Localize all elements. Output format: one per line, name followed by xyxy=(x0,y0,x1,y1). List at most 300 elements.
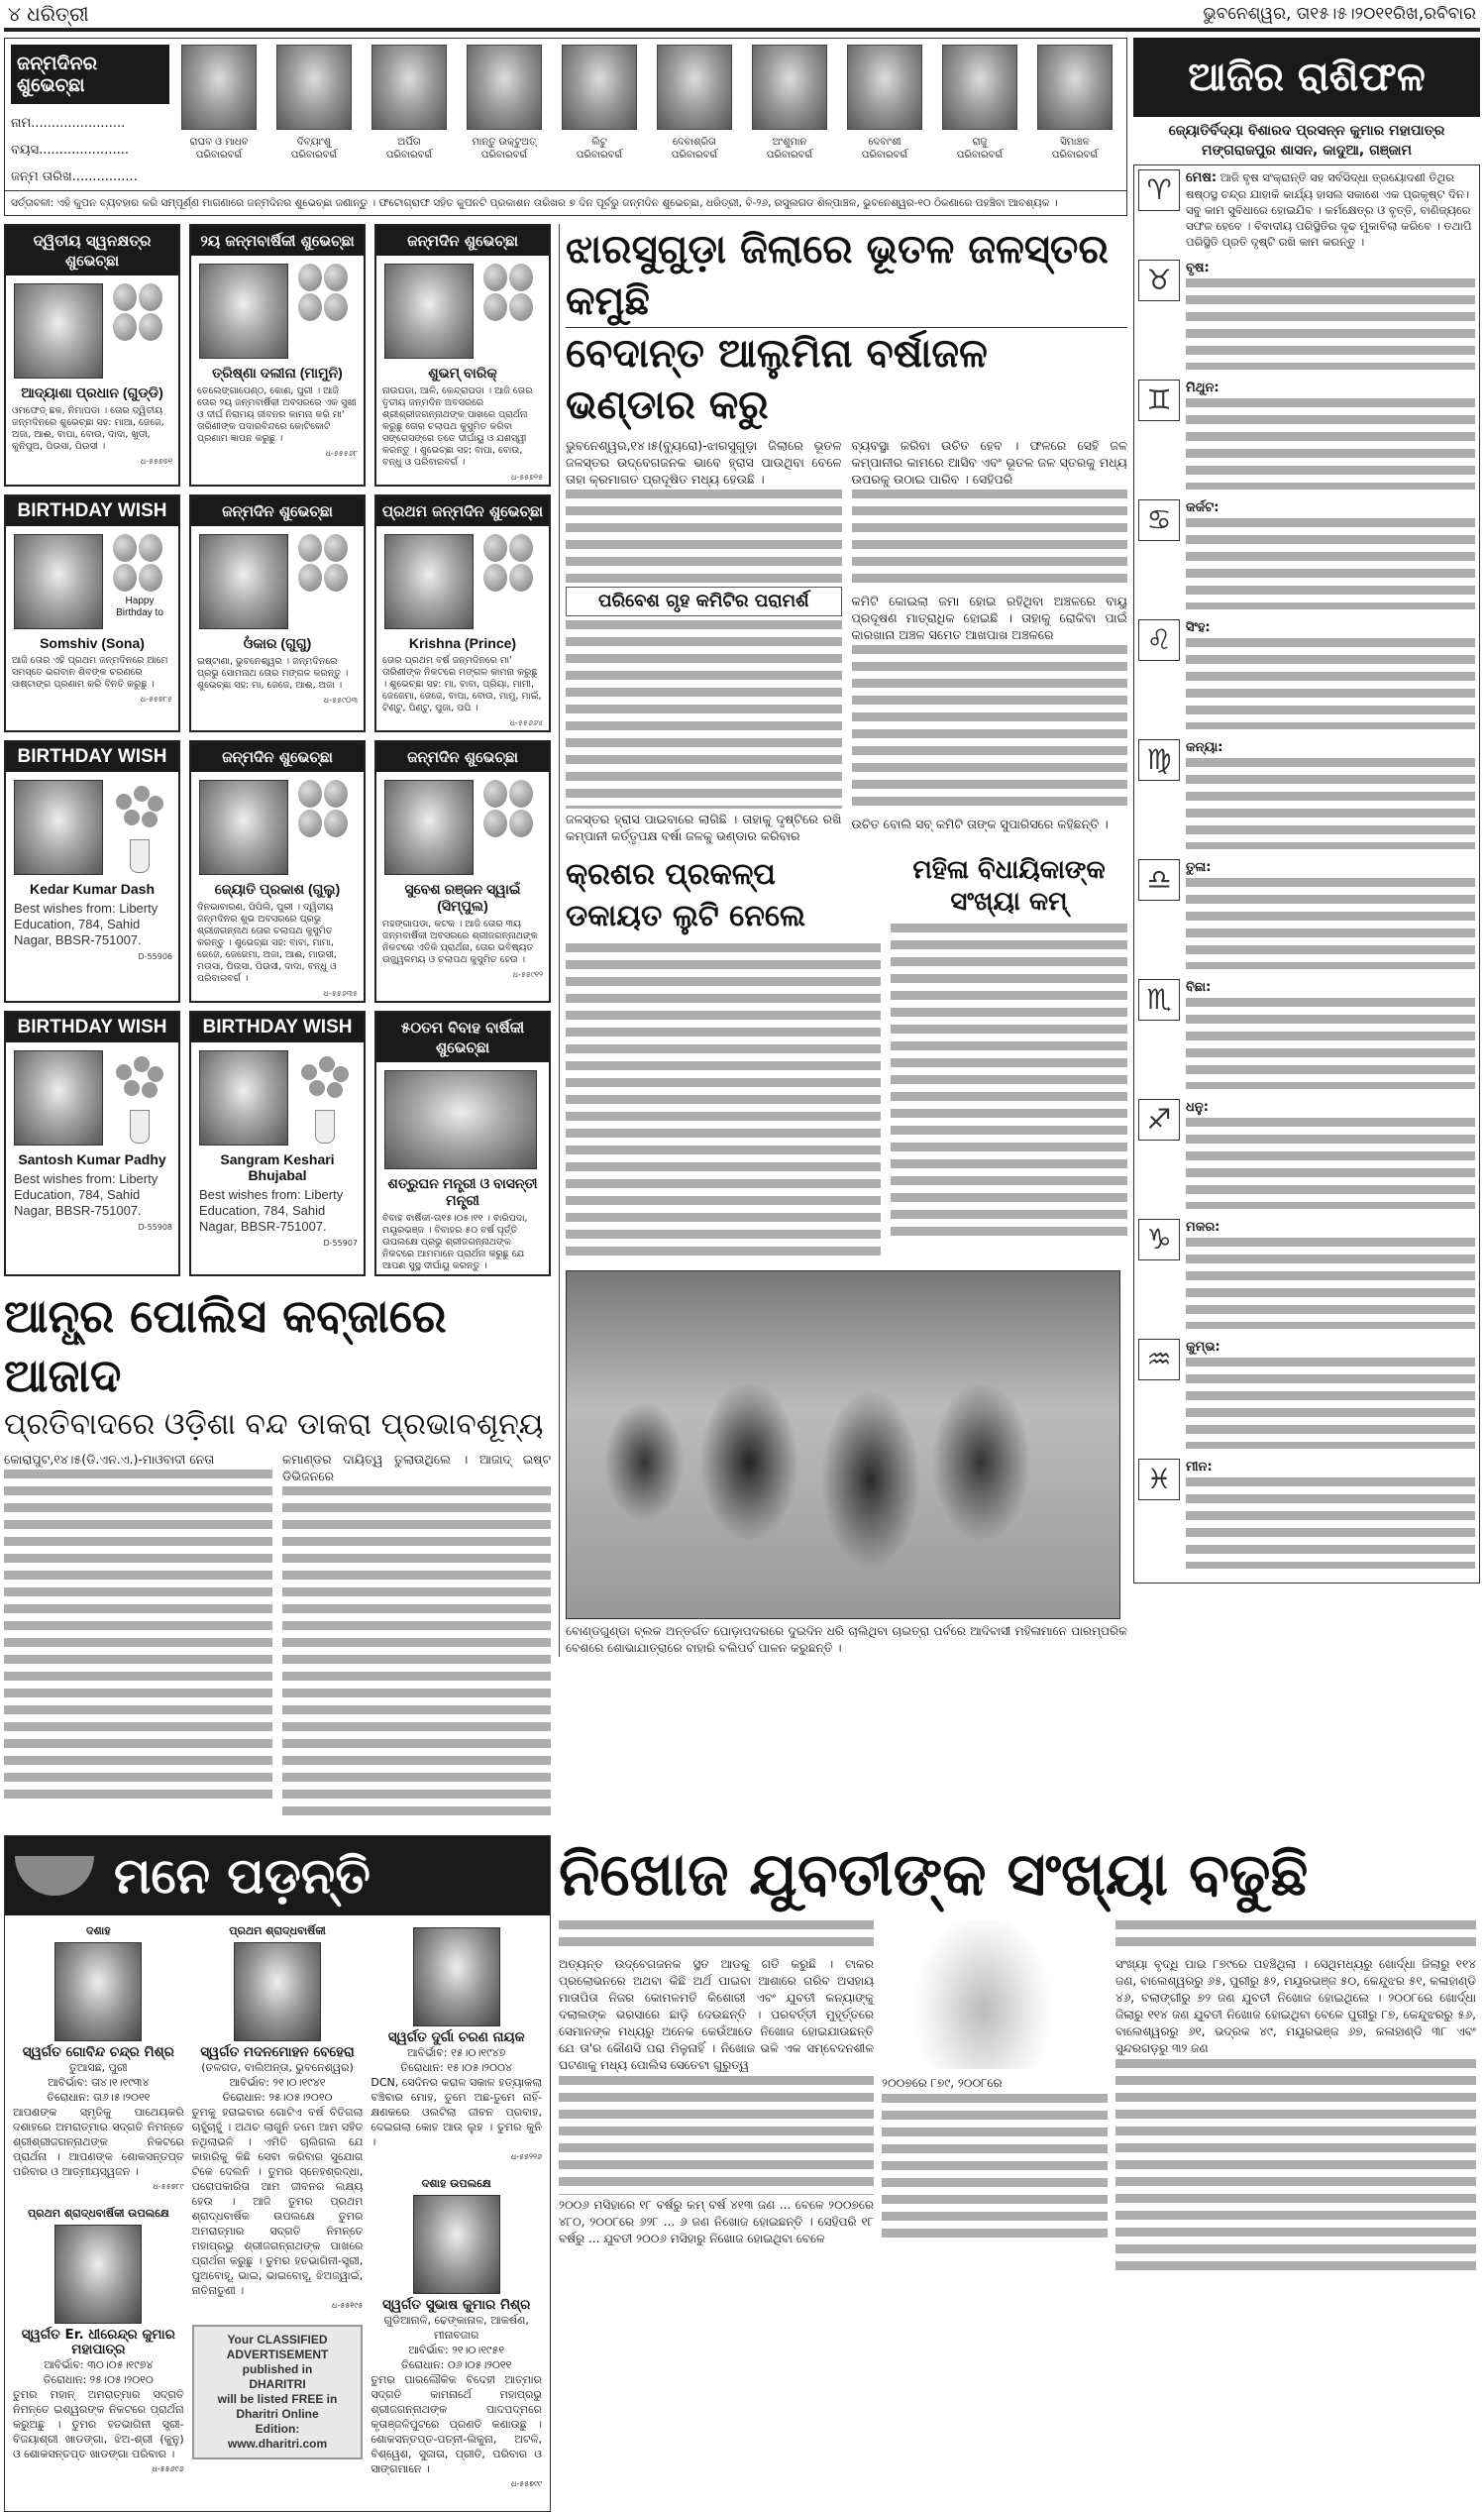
honoree-name: ସୁବେଶ ରଞ୍ଜନ ସ୍ୱାଇଁ (ସିମ୍ପୁଲ) xyxy=(404,881,521,914)
ad-code: ଧ-୫୫୯୦୩ xyxy=(323,696,358,705)
person-photo xyxy=(384,264,474,359)
child-name: ରାଜୁ xyxy=(972,137,988,148)
classified-line: will be listed FREE in xyxy=(217,2392,338,2406)
child-family: ପରିବାରବର୍ଗ xyxy=(766,150,813,161)
missing-headline: ନିଖୋଜ ଯୁବତୀଙ୍କ ସଂଖ୍ୟା ବଢୁଛି xyxy=(559,1840,1309,1910)
ad-photo-row xyxy=(6,772,178,879)
ad-code: D-55907 xyxy=(323,1239,358,1248)
birthday-coupon-strip xyxy=(4,38,1127,216)
ad-photo-row xyxy=(376,772,549,879)
birth-date: ଆବିର୍ଭାବ: ତା୪।୧।୧୯୩୪ xyxy=(48,2076,150,2089)
missing-col3: ସଂଖ୍ୟା ବୃଦ୍ଧି ପାଇ ୮୭୯ରେ ପହଞ୍ଚିଥିଲା । ସେଥିମଧ୍ୟରୁ ଖୋର୍ଦ୍ଧା ଜିଲାରୁ ୧୧୪ ଜଣ, ବାଲେଶ୍ୱରରୁ ୬୫, ପୁରୀରୁ ୫୨, ମୟୂରଭଞ୍ଜ ୫୦, କେନ୍ଦୁଝର ୫୧, କଳାହାଣ୍ଡି ୪୬, ବଲାଙ୍ଗୀରୁ ୭୨ ଜଣ ଯୁବତୀ ନିଖୋଜ ହୋଇଥିଲେ । ୨୦୦୮ରେ ଖୋର୍ଦ୍ଧା ଜିଲାରୁ ୧୧୪ ଜଣ ଯୁବତୀ ନିଖୋଜ ହୋଇଥିବା ବେଳେ ପୁରୀରୁ ୮୭, କେନ୍ଦୁଝରରୁ ୫୬, ବାଲେଶ୍ୱରରୁ ୬୧, ଭଦ୍ରକ ୪୯, ମୟୂରଭଞ୍ଜ ୬୭, କଳାହାଣ୍ଡି ୩୮ ଏବଂ ସୁନ୍ଦରଗଡ଼ରୁ ୩୨ ଜଣ xyxy=(1115,1957,1476,2055)
sad-girl-image xyxy=(882,1920,1108,2069)
tribute-text: ତୁମର ପାରଲୌକିକ ବିଦେହୀ ଆତ୍ମାର ସଦ୍‌ଗତି କାମନାର୍ଥେ ମହାପ୍ରଭୁ ଶ୍ରୀଜଗନ୍ନାଥଙ୍କ ପାଦପଦ୍ମରେ କୃତାଞ୍ଜଳିପୁଟରେ ପ୍ରଣତି କଣାଉଛୁ । ଶୋକସନ୍ତପ୍ତ-ପତ୍ନୀ-ଲିକୁନା, ଅଟଳି, ବିଶ୍ୱେଶ, ସୁଜାତା, ପ୍ରୀତି, ପରିବାର ଓ ସାଙ୍ଗମାନେ । xyxy=(371,2373,543,2475)
rashi-entry xyxy=(1138,619,1475,729)
balloons-icon xyxy=(298,534,352,592)
ad-decoration xyxy=(479,264,541,359)
classified-line: Dharitri Online xyxy=(236,2407,319,2421)
ad-title: BIRTHDAY WISH xyxy=(6,742,178,772)
tribute-text: ତୁମର ମହାନ୍ ଅମରାତ୍ମାର ସଦ୍‌ଗତି ନିମନ୍ତେ ଇଶ୍ୱରଙ୍କ ନିକଟରେ ପ୍ରାର୍ଥନା କରୁଅଛୁ । ତୁମର ହତଭାଗିନୀ ସ୍ତ୍ରୀ-ବିଜୟାଶ୍ରୀ ଖାଡଙ୍ଗା, ଝିଅ-ଶ୍ରୀ (କୁନୁ) ଓ ଶୋକସନ୍ତପ୍ତ ଖାଡଙ୍ଗା ପରିବାର । xyxy=(13,2388,184,2460)
kid-photo-card xyxy=(655,45,734,184)
andhra-subhead: ପ୍ରତିବାଦରେ ଓଡ଼ିଶା ବନ୍ଦ ଡାକରା ପ୍ରଭାବଶୂନ୍ୟ xyxy=(4,1407,544,1442)
main-col2-text xyxy=(852,645,1128,814)
kid-photo-card xyxy=(274,45,354,184)
child-name: ଲିଟୁ xyxy=(591,137,607,148)
andhra-story xyxy=(4,1286,551,1823)
ad-decoration xyxy=(294,534,356,629)
child-photo xyxy=(657,45,732,130)
zodiac-0-icon: ♈ xyxy=(1138,169,1180,211)
zodiac-8-icon: ♐ xyxy=(1138,1099,1180,1141)
greeting-text: ଦିନଭାବାରଣ, ପିପିଲି, ପୁରୀ । ଦ୍ୱିତୀୟ ଜନ୍ମଦିନର ଶୁଭ ଅବସରରେ ପ୍ରଭୁ ଶ୍ରୀଜଗନ୍ନାଥ ତୋର ଚଲାପଥ କୁସୁମିତ କରନ୍ତୁ । ଶୁଭେଚ୍ଛା ସହ: ବାବା, ମାମା, ଜେଜେ, ଜେଜେମା, ଅଜା, ଆଈ, ମାଉସୀ, ମଉସା, ପିଉସା, ପିଉସୀ, ଦାଦା, ବନ୍ଧୁ ଓ ପରିବାରବର୍ଗ । xyxy=(197,902,337,984)
rashi-content xyxy=(1186,380,1475,490)
memorial-section xyxy=(4,1835,551,2512)
memorial-notice xyxy=(371,2176,542,2491)
ad-title: ୨ୟ ଜନ୍ମବାର୍ଷିକୀ ଶୁଭେଚ୍ଛା xyxy=(191,226,364,256)
andhra-col2-text xyxy=(282,1486,551,1823)
deceased-name: ସ୍ୱର୍ଗତ ଦୁର୍ଗା ଚରଣ ନାୟକ xyxy=(387,2029,525,2045)
missing-col1-text xyxy=(559,2076,874,2195)
sign-text: ଆଜି ବୃଷ ସଂକ୍ରାନ୍ତି ସହ ସର୍ବସିଦ୍ଧା ତ୍ରୟୋଦଶୀ ତିଥିର ଷଷ୍ଠସ୍ଥ ଚନ୍ଦ୍ର ଯାହାକି କାର୍ଯ୍ୟ ହାସଲ ସକାଶେ ଏକ ପ୍ରକୃଷ୍ଟ ଦିନ। ସବୁ କାମ ସୁବିଧାରେ ହୋଇଯିବ । କର୍ମକ୍ଷେତ୍ର ଓ ବୃତ୍ତି, ବାଣିଜ୍ୟରେ ସଫଳ ହେବେ । ବିବାଦୀୟ ପରିସ୍ଥିତିର ଦୃଢ ମୁକାବିଲା କରିବେ । ତଥାପି ପରିସ୍ଥିତି ପ୍ରତି ଦୃଷ୍ଟି ରଖି କାମ କରନ୍ତୁ । xyxy=(1186,170,1472,249)
greeting-ad xyxy=(189,1011,366,1276)
ad-photo-row xyxy=(376,1062,549,1173)
ad-photo-row xyxy=(191,772,364,879)
classified-ad-notice xyxy=(192,2325,364,2459)
rashi-entry xyxy=(1138,859,1475,969)
person-photo xyxy=(384,534,474,629)
memorial-notice xyxy=(13,1923,184,2194)
honoree-name: ଶତ୍ରୁଘନ ମନ୍ତ୍ରୀ ଓ ବାସନ୍ତୀ ମନ୍ତ୍ରୀ xyxy=(387,1175,538,1208)
balloons-icon xyxy=(483,534,537,592)
deceased-name: ସ୍ୱର୍ଗତ ମଦନମୋହନ ବେହେରା xyxy=(200,2044,355,2060)
child-photo xyxy=(847,45,922,130)
rashi-entry xyxy=(1138,1099,1475,1209)
person-photo xyxy=(199,1050,288,1146)
rashi-content xyxy=(1186,1459,1475,1569)
child-name: ଦିବ୍ୟାଂଶୁ xyxy=(296,137,332,148)
honoree-name: ଓଁକାର (ଗୁଗୁ) xyxy=(243,635,312,651)
person-photo xyxy=(14,283,103,379)
sign-name: ମକର: xyxy=(1186,1220,1220,1235)
ad-photo-row xyxy=(6,526,178,633)
balloons-icon xyxy=(298,780,352,837)
sign-name: ମେଷ: xyxy=(1186,170,1218,185)
sign-name: ଧନୁ: xyxy=(1186,1100,1209,1115)
ad-title: ଜନ୍ମଦିନ ଶୁଭେଚ୍ଛା xyxy=(191,742,364,772)
kid-photo-card xyxy=(465,45,544,184)
sponsor-text: Best wishes from: Liberty Education, 784, Sahid Nagar, BBSR-751007. xyxy=(14,1171,159,1218)
greeting-ad xyxy=(189,740,366,1003)
classified-line: DHARITRI xyxy=(249,2377,306,2391)
flower-vase-icon xyxy=(112,784,167,873)
memorial-title: ମନେ ପଡ଼ନ୍ତି xyxy=(114,1847,371,1905)
missing-col1-text xyxy=(559,1920,874,1954)
sign-text xyxy=(1186,1118,1475,1209)
birth-date: ଆବିର୍ଭାବ: ୨୧।୦।୧୯୫୧ xyxy=(408,2344,505,2356)
honoree-name: ଆଦ୍ୟାଶା ପ୍ରଧାନ (ଗୁଡ୍ଡି) xyxy=(21,384,163,400)
portrait-photo xyxy=(413,1927,500,2026)
greeting-ad xyxy=(374,494,551,732)
deceased-name: ସ୍ୱର୍ଗତ Er. ଧୀରେନ୍ଦ୍ର କୁମାର ମହାପାତ୍ର xyxy=(21,2327,175,2357)
greeting-text: ଓମଫେଡ୍ ଛକ, ନିମାପଡା । ତୋର ଦ୍ୱିତୀୟ ଜନ୍ମଦିନରେ ଶୁଭେଚ୍ଛା ସହ: ମାଆ, ଜେଜେ, ଅଜା, ଆଈ, ବାପା, ବୋଉ, ଦାଦା, ଖୁଡୀ, କୁନିପୁଅ, ପିଉସା, ପିଉସୀ । xyxy=(12,405,164,452)
rashi-entry xyxy=(1138,169,1475,250)
ad-code: ଧ-୫୫୭୮୫ xyxy=(140,695,172,704)
mahila-headline: ମହିଳା ବିଧାୟିକାଙ୍କ ସଂଖ୍ୟା କମ୍ xyxy=(912,855,1106,917)
honoree-name: Krishna (Prince) xyxy=(408,635,517,651)
ad-title: BIRTHDAY WISH xyxy=(6,1013,178,1042)
ad-decoration xyxy=(109,534,170,629)
zodiac-9-icon: ♑ xyxy=(1138,1219,1180,1260)
ad-code: D-55908 xyxy=(138,1223,172,1232)
sign-text xyxy=(1186,278,1475,370)
rashifal-author xyxy=(1133,117,1480,164)
child-photo xyxy=(371,45,447,130)
birth-date: ଆବିର୍ଭାବ: ୨୧।୦।୧୯୪୧ xyxy=(229,2076,326,2089)
child-photo xyxy=(752,45,827,130)
child-family: ପରିବାରବର୍ଗ xyxy=(385,150,433,161)
ad-photo-row xyxy=(191,256,364,363)
ad-decoration xyxy=(109,1050,170,1146)
place: (ତଳଗଡ, ବାଲିଅନ୍ତା, ଭୁବନେଶ୍ୱର) xyxy=(201,2061,354,2074)
birth-date: ଆବିର୍ଭାବ: ୩୦।୦୫।୧୯୭୪ xyxy=(44,2358,154,2371)
death-date: ତିରୋଧାନ: ୦୬।୦୫।୨୦୧୧ xyxy=(401,2358,512,2371)
child-family: ପରିବାରବର୍ଗ xyxy=(861,150,908,161)
tribute-text: ଆପଣଙ୍କ ସ୍ମୃତିକୁ ପାଥେୟକରି ଦଶାହରେ ଅମରାତ୍ମାର ସଦ୍‌ଗତି ନିମନ୍ତେ ଶ୍ରୀଶ୍ରୀଜଗନ୍ନାଥଙ୍କ ନିକଟରେ ପ୍ରାର୍ଥନା । ଆପଣଙ୍କ ଶୋକସନ୍ତପ୍ତ ପରିବାର ଓ ଆତ୍ମୀୟସ୍ୱଜନ । xyxy=(13,2106,184,2178)
couple-photo xyxy=(384,1070,537,1169)
rashi-entry xyxy=(1138,260,1475,370)
kid-photo-card xyxy=(750,45,829,184)
ad-code: ଧ-୫୫୫୬୮ xyxy=(325,449,358,458)
sign-name: କର୍କଟ: xyxy=(1186,500,1219,515)
child-photo xyxy=(181,45,257,130)
kid-photo-card xyxy=(370,45,449,184)
honoree-name: Sangram Keshari Bhujabal xyxy=(220,1151,335,1183)
sign-text xyxy=(1186,518,1475,609)
main-col2-inset-text: କମିଟି କୋଇଲା ଜମା ହୋଇ ରହିଥିବା ଅଞ୍ଚଳରେ ବାୟୁ ପ୍ରଦୂଷଣ ମାତ୍ରାଧିକ ହୋଇଛି । ତାହାକୁ ରୋକିବା ପାଇଁ କାରଖାନା ଅଞ୍ଚଳ ସମେତ ଆଖପାଖ ଅଞ୍ଚଳରେ xyxy=(851,594,1127,642)
honoree-name: ଜ୍ୟୋତି ପ୍ରକାଶ (ଗୁଲୁ) xyxy=(214,881,341,897)
flower-vase-icon xyxy=(112,1054,167,1144)
ad-code: ଧ-୫୫୭୨୫ xyxy=(510,473,543,482)
andhra-col1-lead: କୋରାପୁଟ,୧୪।୫(ଡି.ଏନ.ଏ.)-ମାଓବାଦୀ ନେତା xyxy=(4,1452,215,1467)
sign-text xyxy=(1186,1358,1475,1449)
rashi-entry xyxy=(1138,1219,1475,1329)
death-date: ତିରୋଧାନ: ତା୬।୫।୨୦୧୧ xyxy=(47,2091,151,2104)
ad-decoration xyxy=(109,283,170,379)
notice-label: ପ୍ରଥମ ଶ୍ରାଦ୍ଧବାର୍ଷିକୀ ଉପଲକ୍ଷେ xyxy=(28,2207,169,2220)
classified-line: Your CLASSIFIED xyxy=(227,2333,328,2347)
rashi-content xyxy=(1186,979,1475,1089)
child-photo xyxy=(942,45,1017,130)
diya-lamp-icon xyxy=(15,1856,94,1896)
greeting-text: ଇଷ୍ଟାଣା, ଭୁବନେଶ୍ୱର । ଜନ୍ମଦିନରେ ପ୍ରଭୁ ସୋମନାଥ ତୋର ମଙ୍ଗଳ କରନ୍ତୁ । ଶୁଭେଚ୍ଛା ସହ: ମା, ଜେଜେ, ଆଈ, ଅଜା । xyxy=(197,656,349,691)
ad-photo-row xyxy=(376,256,549,363)
notice-label: ପ୍ରଥମ ଶ୍ରାଦ୍ଧବାର୍ଷିକୀ xyxy=(229,1924,326,1937)
death-date: ତିରୋଧାନ: ୨୫।୦୫।୨୦୧୦ xyxy=(222,2091,333,2104)
honoree-name: Santosh Kumar Padhy xyxy=(18,1151,166,1167)
coupon-terms: ସର୍ତ୍ତାବଳୀ: ଏହି କୁପନ ବ୍ୟବହାର କରି ସମ୍ପୂର୍ଣ୍ଣ ମାଗଣାରେ ଜନ୍ମଦିନର ଶୁଭେଚ୍ଛା ଜଣାନ୍ତୁ । ଫଟୋଗ୍ରାଫ ସହିତ କୁପନଟି ପ୍ରକାଶନ ତାରିଖର ୭ ଦିନ ପୂର୍ବରୁ ଜନ୍ମଦିନ ଶୁଭେଚ୍ଛା, ଧରିତ୍ରୀ, ବି-୨୬, ରସୁଲଗଡ ଶିଳ୍ପାଞ୍ଚଳ, ଭୁବନେଶ୍ୱର-୧୦ ଠିକଣାରେ ପହଞ୍ଚିବା ଆବଶ୍ୟକ । xyxy=(5,190,1126,215)
sign-text xyxy=(1186,1477,1475,1569)
child-name: ଦେବାଂଶୀ xyxy=(868,137,901,148)
person-photo xyxy=(199,534,288,629)
page-number: ୪ ଧରିତ୍ରୀ xyxy=(8,2,89,26)
missing-col3-text xyxy=(1115,1920,1476,1954)
ad-code: D-55906 xyxy=(138,952,172,961)
ad-decoration xyxy=(109,780,170,875)
child-family: ପରିବାରବର୍ଗ xyxy=(956,150,1004,161)
sign-name: ବୃଷ: xyxy=(1186,261,1210,275)
rashi-content xyxy=(1186,1099,1475,1209)
rashi-content xyxy=(1186,260,1475,370)
ad-title: ଜନ୍ମଦିନ ଶୁଭେଚ୍ଛା xyxy=(376,226,549,256)
balloons-icon xyxy=(113,283,166,341)
ad-code: ଧ-୫୫୬୯୬ xyxy=(152,2464,184,2473)
sponsor-text: Best wishes from: Liberty Education, 784, Sahid Nagar, BBSR-751007. xyxy=(199,1187,344,1234)
person-photo xyxy=(14,780,103,875)
portrait-photo xyxy=(234,1942,321,2041)
rashi-entry xyxy=(1138,979,1475,1089)
ad-photo-row xyxy=(376,526,549,633)
main-col1-end: ଜଳସ୍ତର ହ୍ରାସ ପାଇବାରେ ଲାଗିଛି । ତାହାକୁ ଦୃଷ୍ଟିରେ ରଖି କମ୍ପାନୀ କର୍ତ୍ତୃପକ୍ଷ ବର୍ଷା ଜଳକୁ ଭଣ୍ଡାର କରିବାର xyxy=(566,812,842,843)
ad-decoration xyxy=(294,780,356,875)
zodiac-2-icon: ♊ xyxy=(1138,380,1180,421)
sign-text xyxy=(1186,638,1475,729)
mahila-text xyxy=(891,924,1127,1241)
main-col1-lead: ଭୁବନେଶ୍ୱର,୧୪।୫(ବ୍ୟୁରୋ)-ଝାରସୁଗୁଡ଼ା ଜିଲାରେ ଭୂତଳ ଜଳସ୍ତର ଉଦ୍‌ବେଗଜନକ ଭାବେ ହ୍ରାସ ପାଉଥିବା ବେଳେ ତାହା କ୍ରମାଗତ ପ୍ରଦୂଷିତ ମଧ୍ୟ ହେଉଛି । xyxy=(566,438,842,487)
coupon-name-field: ନାମ....................... xyxy=(11,116,126,131)
honoree-name: ତ୍ରିଷ୍ଣା ଦଲୀନା (ମାମୁନି) xyxy=(212,365,343,381)
ad-title: BIRTHDAY WISH xyxy=(6,496,178,526)
child-photo xyxy=(1037,45,1113,130)
greeting-text: ଆଜି ତୋର ଏହି ପ୍ରଥମ ଜନ୍ମଦିନରେ ଆମେ ସମସ୍ତେ ଭଗବାନ ଶିବଙ୍କ ଚରଣରେ ସାଷ୍ଟାଙ୍ଗ ପ୍ରଣାମ କରି ବିନତି କରୁଛୁ । xyxy=(12,655,168,690)
ad-code: ଧ-୫୫୨୨୬ xyxy=(510,2152,543,2161)
rashi-content xyxy=(1186,859,1475,969)
rashi-entry xyxy=(1138,499,1475,609)
main-col2-lead: ବ୍ୟବସ୍ଥା କରିବା ଉଚିତ ହେବ । ଫଳରେ ସେହି ଜଳ କମ୍ପାନୀର କାମରେ ଆସିବ ଏବଂ ଭୂତଳ ଜଳ ସ୍ତରକୁ ମଧ୍ୟ ଉପରକୁ ଉଠାଇ ପାରିବ । ସେହିପରି xyxy=(851,438,1127,487)
rashi-content xyxy=(1186,739,1475,849)
child-name: ଅଂଶୁମାନ xyxy=(772,137,807,148)
kids-row xyxy=(179,45,1120,184)
ad-photo-row xyxy=(6,275,178,382)
flower-vase-icon xyxy=(297,1054,353,1144)
inset-box: ପରିବେଶ ଗୃହ କମିଟିର ପରାମର୍ଶ xyxy=(566,587,842,616)
main-headline: ଝାରସୁଗୁଡ଼ା ଜିଲାରେ ଭୂତଳ ଜଳସ୍ତର କମୁଛି xyxy=(566,224,1127,328)
kid-photo-card xyxy=(845,45,924,184)
person-photo xyxy=(384,780,474,875)
child-photo xyxy=(276,45,352,130)
ad-decoration xyxy=(294,264,356,359)
sign-text xyxy=(1186,398,1475,490)
ad-title: ଦ୍ୱିତୀୟ ସ୍ୱନକ୍ଷତ୍ର ଶୁଭେଚ୍ଛା xyxy=(6,226,178,275)
sign-text xyxy=(1186,758,1475,849)
sign-name: ସିଂହ: xyxy=(1186,620,1211,635)
rashifal-box xyxy=(1133,164,1480,1584)
rashi-entry xyxy=(1138,1459,1475,1569)
portrait-photo xyxy=(413,2195,500,2294)
child-name: ସିମାଞ୍ଚଳ xyxy=(1060,137,1090,148)
person-photo xyxy=(14,1050,103,1146)
ad-title: ଜନ୍ମଦିନ ଶୁଭେଚ୍ଛା xyxy=(191,496,364,526)
ad-decoration xyxy=(479,534,541,629)
kid-photo-card xyxy=(560,45,639,184)
rashi-entry xyxy=(1138,739,1475,849)
page-header xyxy=(4,0,1480,32)
main-col1-text xyxy=(566,620,842,809)
zodiac-7-icon: ♏ xyxy=(1138,979,1180,1021)
sign-name: ତୁଳା: xyxy=(1186,860,1212,875)
missing-col2-text xyxy=(882,2094,1108,2242)
memorial-notice xyxy=(192,1923,364,2313)
ad-photo-row xyxy=(191,526,364,633)
main-col2-text xyxy=(852,490,1128,591)
sign-name: ମୀନ: xyxy=(1186,1460,1213,1474)
tribal-women-photo xyxy=(566,1270,1120,1619)
ad-title: BIRTHDAY WISH xyxy=(191,1013,364,1042)
balloons-icon xyxy=(298,264,352,321)
missing-col1-end: ୨୦୦୬ ମସିହାରେ ୧୮ ବର୍ଷରୁ କମ୍ ବର୍ଷ ୪୧୩ ଜଣ ... ବେଳେ ୨୦୦୭ରେ ୪୮୦, ୨୦୦୮ରେ ୬୨୮ ... ୬ ଜଣ ନିଖୋଜ ହୋଇଛନ୍ତି । ସେହିପରି ୧୮ ବର୍ଷରୁ ... ଯୁବତୀ ୨୦୦୬ ମସିହାରୁ ନିଖୋଜ ହୋଇଥିବା ବେଳେ xyxy=(559,2198,874,2245)
classified-line: published in xyxy=(242,2362,313,2376)
greeting-ad xyxy=(374,1011,551,1276)
zodiac-1-icon: ♉ xyxy=(1138,260,1180,301)
sign-name: କୁମ୍ଭ: xyxy=(1186,1340,1220,1355)
andhra-col1-text xyxy=(4,1470,272,1806)
kid-photo-card xyxy=(940,45,1019,184)
place: ଗୁଡିଆନାଳି, ଢେଙ୍କାନାଳ, ଆକର୍ଷଣ, ମୀନାବଜାର xyxy=(383,2314,529,2342)
ad-photo-row xyxy=(191,1042,364,1149)
missing-col3-text xyxy=(1115,2059,1476,2277)
ad-photo-row xyxy=(6,1042,178,1149)
greeting-ad xyxy=(4,494,180,732)
honoree-name: Somshiv (Sona) xyxy=(40,635,145,651)
sign-text xyxy=(1186,998,1475,1089)
person-photo xyxy=(199,264,288,359)
ad-code: ଧ-୫୫୬୩୫ xyxy=(323,989,358,998)
memorial-notice xyxy=(371,1927,542,2164)
honoree-name: Kedar Kumar Dash xyxy=(29,881,156,897)
child-photo xyxy=(562,45,637,130)
andhra-headline: ଆନ୍ଧ୍ର ପୋଲିସ କବ୍ଜାରେ ଆଜାଦ xyxy=(4,1289,447,1402)
portrait-photo xyxy=(54,1942,142,2041)
sign-name: ମିଥୁନ: xyxy=(1186,381,1219,395)
child-family: ପରିବାରବର୍ଗ xyxy=(195,150,243,161)
greeting-ad xyxy=(189,494,366,732)
sponsor-text: Best wishes from: Liberty Education, 784, Sahid Nagar, BBSR-751007. xyxy=(14,901,159,947)
andhra-col2-lead: କମାଣ୍ଡର ଦାୟିତ୍ୱ ତୁଲାଉଥିଲେ । ଆଜାଦ୍ ଇଷ୍ଟ ଡିଭିଜନରେ xyxy=(282,1452,551,1483)
zodiac-3-icon: ♋ xyxy=(1138,499,1180,541)
astrologer-name: ଜ୍ୟୋତିର୍ବିଦ୍ୟା ବିଶାରଦ ପ୍ରସନ୍ନ କୁମାର ମହାପାତ୍ର xyxy=(1168,123,1445,139)
greeting-ad xyxy=(4,740,180,1003)
child-family: ପରିବାରବର୍ଗ xyxy=(576,150,623,161)
balloons-icon xyxy=(483,264,537,321)
greeting-text: ମହଙ୍ଗାପଡା, କଟକ । ଆଜି ତୋର ୩ୟ ଜନ୍ମବାର୍ଷିକୀ ଅବସରରେ ଶ୍ରୀଜଗନ୍ନାଥଙ୍କ ନିକଟରେ ଏତିକି ପ୍ରାର୍ଥନା, ତୋର ଭବିଷ୍ୟତ ଉଜ୍ଜ୍ୱଳମୟ ଓ ଚଲାପଥ କୁସୁମିତ ହେଉ । xyxy=(382,919,538,965)
child-family: ପରିବାରବର୍ଗ xyxy=(480,150,528,161)
missing-col2: ୨୦୦୭ରେ ୮୭୯, ୨୦୦୮ରେ xyxy=(882,2076,1003,2090)
astrologer-address: ମଙ୍ଗରାଜପୁର ଶାସନ, କାଦୁଆ, ଗଞ୍ଜାମ xyxy=(1202,143,1412,159)
rashi-content xyxy=(1186,169,1475,250)
notice-label: ଦଶାହ ଉପଲକ୍ଷେ xyxy=(421,2177,491,2190)
child-name: ଅର୍ପିତା xyxy=(397,137,421,148)
child-family: ପରିବାରବର୍ଗ xyxy=(671,150,718,161)
classified-line: Edition: xyxy=(255,2422,300,2436)
zodiac-4-icon: ♌ xyxy=(1138,619,1180,661)
greeting-text: ବିବାହ ବାର୍ଷିକୀ-ତା୧୫।୦୫।୧୧ । ବାରିପଦା, ମୟୂରଭଞ୍ଜ । ବିବାହର ୫୦ ବର୍ଷ ପୂର୍ତ୍ତି ଉପଲକ୍ଷେ ପ୍ରଭୁ ଶ୍ରୀଜଗନ୍ନାଥଙ୍କ ନିକଟରେ ଆମମାନେ ପ୍ରାର୍ଥନା କରୁଛୁ ଯେ ଆପଣ ସୁସ୍ଥ ଦୀର୍ଘାୟୁ କରନ୍ତୁ । xyxy=(382,1213,528,1271)
deceased-name: ସ୍ୱର୍ଗତ ସୁଭାଷ କୁମାର ମିଶ୍ର xyxy=(382,2297,531,2313)
greeting-text: ତେଲେଙ୍ଗାପେଣ୍ଠ, କୋଣ, ପୁରୀ । ଆଜି ତୋର ୨ୟ ଜନ୍ମବାର୍ଷିକୀ ଅବସରରେ ଏକ ସୁଖୀ ଓ ଦୀର୍ଘ ନିରାମୟ ଜୀବନର କାମନା କରି ମା' ତାରିଣୀଙ୍କ ପଦାରବିନ୍ଦରେ କୋଟିକୋଟି ପ୍ରଣାମ ଜ୍ଞାପନ କରୁଛୁ । xyxy=(197,385,357,444)
happy-birthday-text: Happy Birthday to xyxy=(116,596,163,618)
greeting-text: ତୋର ପ୍ରଥମ ବର୍ଷ ଜନ୍ମଦିନରେ ମା' ତାରିଣୀଙ୍କ ନିକଟରେ ମଙ୍ଗଳ କାମନା କରୁଛୁ । ଶୁଭେଚ୍ଛା ସହ: ମା, ବାବା, ପ୍ରିୟା, ମାମୀ, ଜେଜେମା, ଜେଜେ, ବାପା, ବୋଉ, ମାମୁ, ମାଇଁ, ଟିଣ୍ଟୁ, ପିଣ୍ଟୁ, ପୁଜା, ପପି । xyxy=(382,655,542,713)
tribute-text: ତୁମକୁ ହରାଇବାର ଗୋଟିଏ ବର୍ଷ ବିତିଗଲା ଚାହୁଁଚାହୁଁ । ଅଥଚ ଲାଗୁନି ତମେ ଆମ ସହିତ ନଥିଲାଭଳି । ଏମିତି ଚାଲିଗଲ ଯେ କାହାରିକୁ କିଛି ସେବା କରିବାର ସୁଯୋଗ ଟିକେ ଦେଲନି । ତୁମର ସ୍ନେହଶ୍ରଦ୍ଧା, ପରୋପକାରିତା ଆମ ଜୀବନର ଲକ୍ଷ୍ୟ ହେଉ । ଆଜି ତୁମର ପ୍ରଥମ ଶ୍ରାଦ୍ଧବାର୍ଷିକ ଉପଲକ୍ଷେ ତୁମର ଅମରାତ୍ମାର ସଦ୍‌ଗତି ନିମନ୍ତେ ମହାପ୍ରଭୁ ଶ୍ରୀଜଗନ୍ନାଥଙ୍କ ପାଖରେ ପ୍ରାର୍ଥନା କରୁଛୁ । ତୁମର ହତଭାଗିନୀ-ସ୍ତ୍ରୀ, ପୁଅବୋହୂ, ଭାଇ, ଭାଇବୋହୂ, ଝିଅଜ୍ୱାଇଁ, ନାତିନାତୁଣୀ । xyxy=(191,2106,364,2297)
balloons-icon xyxy=(483,780,537,837)
child-name: ରାଘବ ଓ ମାଧବ xyxy=(189,137,249,148)
photo-caption: ବୋଣ୍ଡଗୁଣ୍ଡା ବ୍ଲକ ଅନ୍ତର୍ଗତ ପୋଡ଼ାପଦରରେ ଦୁଇଦିନ ଧରି ଚାଲିଥିବା ଚାଇତ୍ରା ପର୍ବରେ ଆଦିବାସୀ ମହିଳାମାନେ ପାରମ୍ପରିକ ବେଶରେ ଶୋଭାଯାତ୍ରାରେ ବାହାରି ବଲିପର୍ବ ପାଳନ କରୁଛନ୍ତି । xyxy=(566,1624,1127,1655)
zodiac-11-icon: ♓ xyxy=(1138,1459,1180,1500)
rashi-entry xyxy=(1138,380,1475,490)
crusher-text xyxy=(566,943,881,1260)
child-photo xyxy=(467,45,542,130)
ad-title: ପ୍ରଥମ ଜନ୍ମଦିନ ଶୁଭେଚ୍ଛା xyxy=(376,496,549,526)
tribute-text: DCN, ସେଦିନର କରାଳ ସକାଳ ହତ୍ୟାକଲା ବଞ୍ଚିବାର ମୋହ, ତୁମେ ଅଛ-ତୁମେ ନାହିଁ-କ୍ଷଣକରେ ଓଲଟିଲା ଜୀବନ ପ୍ରବାହ, ଦେଇଗଲା କୋହ ଆଉ ଲୁହ । ତୁମର କୁନି । xyxy=(371,2076,543,2148)
ad-decoration xyxy=(294,1050,356,1146)
ad-code: ଧ-୫୫୭୮୯ xyxy=(153,2182,184,2191)
missing-women-story xyxy=(559,1835,1476,2277)
sign-name: ବିଛା: xyxy=(1186,980,1212,995)
greeting-ad xyxy=(374,224,551,487)
kid-photo-card xyxy=(179,45,259,184)
portrait-photo xyxy=(54,2225,142,2324)
child-family: ପରିବାରବର୍ଗ xyxy=(1051,150,1099,161)
missing-col1: ଅତ୍ୟନ୍ତ ଉଦ୍‌ବେଗଜନକ ସ୍ଥତ ଆଡକୁ ଗତି କରୁଛି । ଟାକର ପ୍ରଲୋଭନରେ ଅଥବା କିଛି ଅର୍ଥ ପାଇବା ଆଶାରେ ଗରିବ ଅସହାୟ ମାତାପିତା ନିଜର କୋମଳମତି କିଶୋରୀ ଏବଂ ଯୁବତୀ କନ୍ୟାଙ୍କୁ ଦଲାଲଙ୍କ ଭରସାରେ ଛାଡ଼ି ଦେଉଛନ୍ତି । ପରବର୍ତ୍ତୀ ମୁହୂର୍ତ୍ତରେ ସେମାନଙ୍କ ମଧ୍ୟରୁ ଅନେକ କେଉଁଆଡେ ନିଖୋଜ ହୋଇଯାଉଛନ୍ତି ଯେ ତା'ର କୌଣସି ପରା ମିଳୁନାହିଁ । ନିଖୋଜ ଭଳି ଏକ ସମ୍ବେଦନଶୀଳ ଘଟଣାକୁ ମଧ୍ୟ ପୋଲିସ ସେତେଟା ଗୁରୁତ୍ୱ xyxy=(559,1957,874,2072)
coupon-age-field: ବୟସ...................... xyxy=(11,143,129,158)
rashi-content xyxy=(1186,619,1475,729)
ad-title: ୫୦ତମ ବିବାହ ବାର୍ଷିକୀ ଶୁଭେଚ୍ଛା xyxy=(376,1013,549,1062)
death-date: ତିରୋଧାନ: ୨୫।୦୫।୨୦୧୦ xyxy=(43,2373,154,2386)
ad-decoration xyxy=(479,780,541,875)
zodiac-10-icon: ♒ xyxy=(1138,1339,1180,1380)
child-family: ପରିବାରବର୍ଗ xyxy=(290,150,338,161)
person-photo xyxy=(14,534,103,629)
rashi-content xyxy=(1186,499,1475,609)
notice-label: ଦଶାହ xyxy=(85,1924,111,1937)
greeting-ad xyxy=(189,224,366,487)
memorial-notice xyxy=(13,2206,184,2476)
zodiac-5-icon: ♍ xyxy=(1138,739,1180,781)
sign-text xyxy=(1186,878,1475,969)
greeting-ads-grid xyxy=(4,224,551,1276)
greeting-ad xyxy=(374,740,551,1003)
ad-code: ଧ-୫୫୭୯୯ xyxy=(510,2479,543,2488)
sign-text xyxy=(1186,1238,1475,1329)
rashi-entry xyxy=(1138,1339,1475,1449)
balloons-icon xyxy=(113,534,166,592)
strip-title: ଜନ୍ମଦିନର ଶୁଭେଚ୍ଛା xyxy=(11,45,169,104)
main-subheadline: ବେଦାନ୍ତ ଆଲୁମିନା ବର୍ଷାଜଳ ଭଣ୍ଡାର କରୁ xyxy=(566,331,988,428)
classified-url[interactable]: www.dharitri.com xyxy=(227,2437,328,2451)
main-col2-end: ଉଚିତ ବୋଲି ସବ୍ କମିଟି ତାଙ୍କ ସୁପାରିସରେ କହିଛନ୍ତି । xyxy=(851,817,1109,831)
kid-photo-card xyxy=(1035,45,1114,184)
sign-name: କନ୍ୟା: xyxy=(1186,740,1223,755)
rashi-content xyxy=(1186,1219,1475,1329)
birth-date: ଆବିର୍ଭାବ: ୧୫।୦।୧୯୪୭ xyxy=(406,2046,506,2059)
ad-title: ଜନ୍ମଦିନ ଶୁଭେଚ୍ଛା xyxy=(376,742,549,772)
main-col1-text xyxy=(566,490,842,583)
zodiac-6-icon: ♎ xyxy=(1138,859,1180,901)
ad-code: ଧ-୫୫୬୬୪ xyxy=(509,718,543,727)
coupon-dob-field: ଜନ୍ମ ତାରିଖ................ xyxy=(11,169,138,184)
greeting-ad xyxy=(4,1011,180,1276)
ad-code: ଧ-୫୫୭୭୧ xyxy=(140,457,172,466)
child-name: ମାନ୍ତୁ ଉକ୍ଟୁଅତ୍ xyxy=(472,137,537,148)
place: ତୁଆସଛ, ପୁରୀ xyxy=(69,2061,128,2074)
deceased-name: ସ୍ୱର୍ଗତ ଗୋବିନ୍ଦ ଚନ୍ଦ୍ର ମିଶ୍ର xyxy=(22,2044,174,2060)
